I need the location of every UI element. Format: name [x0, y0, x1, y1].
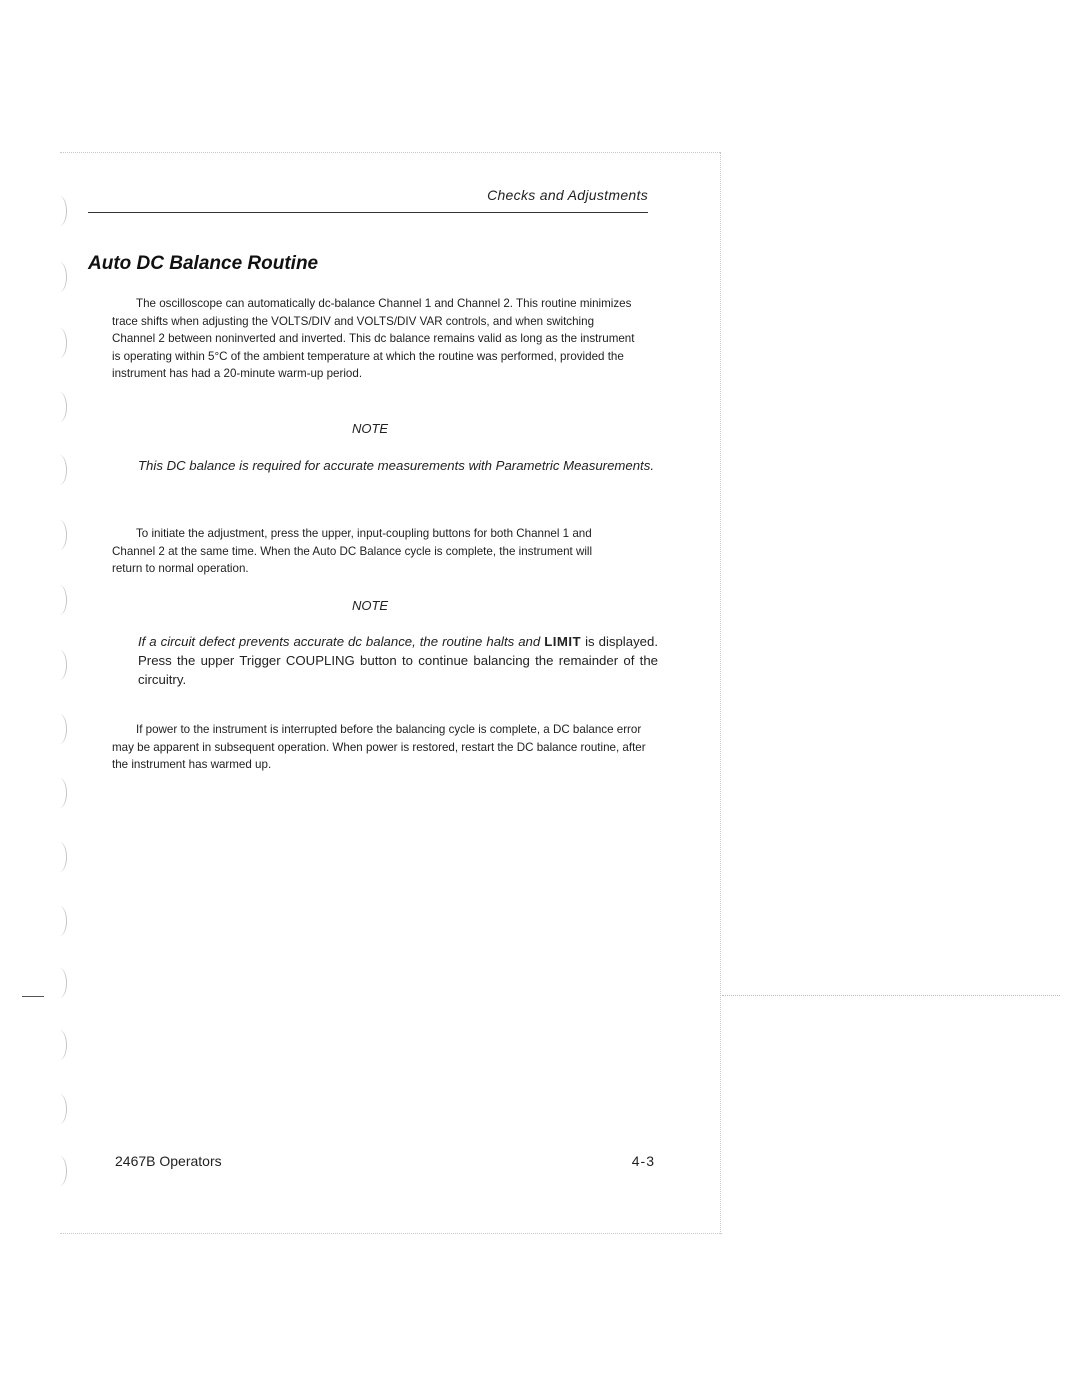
- initiate-paragraph: To initiate the adjustment, press the upper, input-coupling buttons for both Channel 1 and Channel 2 at the same time. When the Auto DC Balance cycle is complete, the instrument will return to normal operation.: [112, 527, 593, 575]
- header-rule: [88, 212, 648, 213]
- intro-paragraph: The oscilloscope can automatically dc-balance Channel 1 and Channel 2. This routine minimizes trace shifts when adjusting the VOLTS/DIV and VOLTS/DIV VAR controls, and when switching Channel 2 between noninverted and inverted. This dc balance remains valid as long as the instrument is operating within 5°C of the ambient temperature at which the routine was performed, provided the instrument has had a 20-minute warm-up period.: [112, 297, 635, 380]
- note-text-italic: If a circuit defect prevents accurate dc balance, the routine halts and: [138, 634, 541, 649]
- binder-hole: [52, 585, 67, 615]
- footer-document-name: 2467B Operators: [115, 1153, 222, 1169]
- power-paragraph: If power to the instrument is interrupted before the balancing cycle is complete, a DC balance error may be apparent in subsequent operation. When power is restored, restart the DC balance routine, after the instrument has warmed up.: [112, 723, 646, 771]
- binder-hole: [52, 520, 67, 550]
- binder-hole: [52, 714, 67, 744]
- note-heading: NOTE: [351, 421, 389, 436]
- binder-hole: [52, 842, 67, 872]
- binder-hole: [52, 1094, 67, 1124]
- scan-border-right: [720, 152, 721, 1234]
- binder-hole: [52, 968, 67, 998]
- margin-tick: [22, 996, 44, 997]
- note-heading: NOTE: [351, 598, 389, 613]
- binder-hole: [52, 328, 67, 358]
- binder-hole: [52, 1156, 67, 1186]
- binder-hole: [52, 650, 67, 680]
- limit-keyword: LIMIT: [544, 634, 582, 649]
- binder-hole: [52, 778, 67, 808]
- footer-page-number: 4-3: [631, 1153, 655, 1169]
- note-text: [138, 632, 658, 689]
- binder-hole: [52, 196, 67, 226]
- note-text-rest: is displayed. Press the upper Trigger COUPLING button to continue balancing the remainder of the circuitry.: [138, 634, 658, 687]
- binder-hole: [52, 392, 67, 422]
- scan-edge-right: [722, 995, 1060, 996]
- binder-hole: [52, 1030, 67, 1060]
- section-title: Auto DC Balance Routine: [88, 253, 319, 274]
- binder-hole: [52, 262, 67, 292]
- scan-border-bottom: [60, 1233, 722, 1234]
- running-head: Checks and Adjustments: [487, 187, 648, 203]
- binder-hole: [52, 455, 67, 485]
- note-text: This DC balance is required for accurate measurements with Parametric Measurements.: [138, 458, 654, 473]
- binder-hole: [52, 906, 67, 936]
- scan-border-top: [60, 152, 720, 153]
